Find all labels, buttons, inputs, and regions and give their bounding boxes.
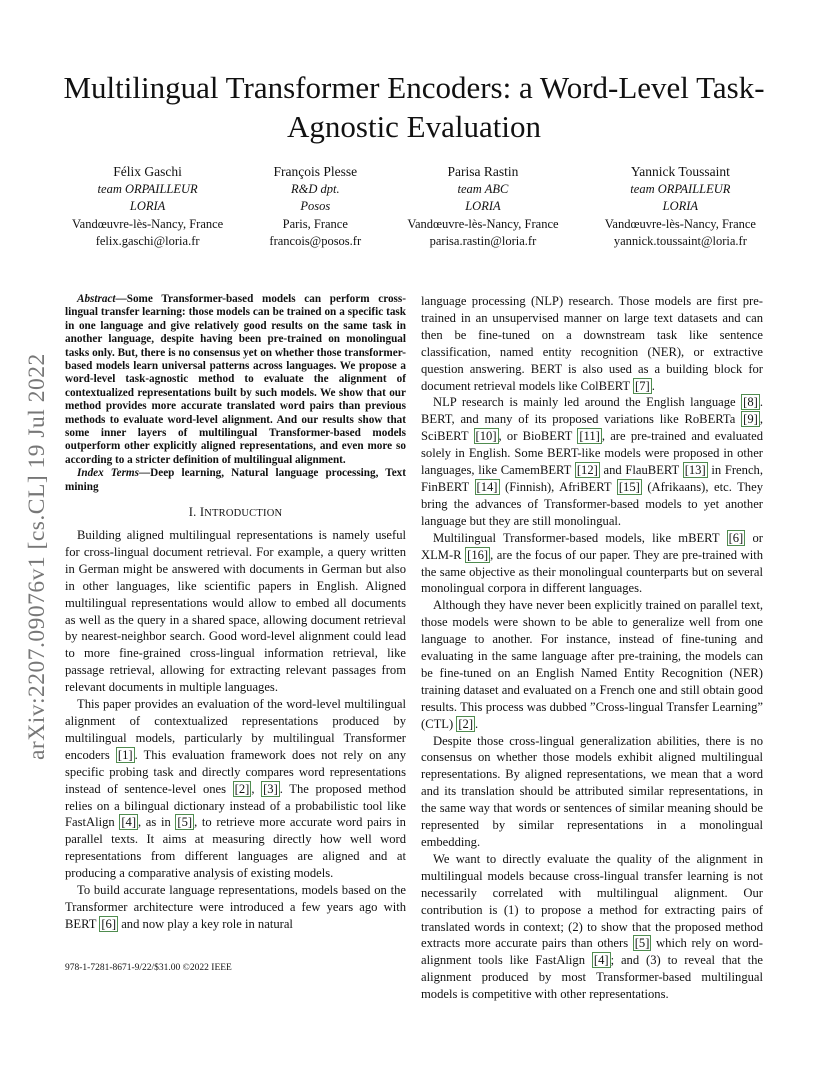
paragraph bbox=[421, 597, 763, 732]
author-org: Posos bbox=[300, 199, 331, 213]
citation-link[interactable]: [3] bbox=[263, 781, 278, 796]
abstract bbox=[65, 293, 406, 467]
text-span: . This evaluation framework does not rely on any specific probing task and directly compares word representations instead of sentence-level ones bbox=[65, 747, 407, 796]
text-span: . bbox=[651, 378, 655, 393]
text-span: , as in bbox=[138, 815, 176, 830]
citation-link[interactable]: [6] bbox=[728, 530, 744, 545]
section-number: I. I bbox=[188, 505, 205, 520]
text-span: , or BioBERT bbox=[498, 429, 578, 444]
citation-link[interactable]: [5] bbox=[177, 815, 193, 830]
text-span: or XLM-R bbox=[421, 530, 763, 562]
text-span: and now play a key role in natural bbox=[118, 916, 293, 931]
text-span: and FlauBERT bbox=[599, 463, 683, 478]
paragraph bbox=[65, 882, 406, 933]
text-span: ; and (3) to reveal that the alignment produced by most Transformer-based multilingual models is competitive with other representations. bbox=[421, 953, 763, 1002]
index-terms-text: —Deep learning, Natural language processing, Text mining bbox=[65, 467, 406, 493]
text-span: . bbox=[475, 716, 479, 731]
citation-link[interactable]: [2] bbox=[234, 781, 250, 796]
author-email: francois@posos.fr bbox=[269, 234, 362, 248]
left-column bbox=[65, 293, 406, 933]
author-city: Vandœuvre-lès-Nancy, France bbox=[604, 216, 756, 231]
author-name: François Plesse bbox=[273, 164, 358, 179]
citation-link[interactable]: [5] bbox=[634, 936, 650, 951]
text-span: which rely on word-alignment tools like FastAlign bbox=[421, 936, 763, 968]
text-span: , SciBERT bbox=[421, 412, 763, 444]
author-name: Parisa Rastin bbox=[447, 164, 519, 179]
author-team: team ORPAILLEUR bbox=[97, 181, 198, 196]
citation-link[interactable]: [6] bbox=[101, 916, 117, 931]
paragraph bbox=[421, 293, 763, 394]
text-span: (Finnish), AfriBERT bbox=[499, 479, 617, 494]
author-city: Vandœuvre-lès-Nancy, France bbox=[72, 216, 224, 231]
text-span: . BERT, and many of its proposed variations like RoBERTa bbox=[421, 395, 763, 427]
citation-link[interactable]: [1] bbox=[117, 747, 133, 762]
citation-link[interactable]: [14] bbox=[476, 479, 498, 494]
citation-link[interactable]: [2] bbox=[458, 716, 474, 731]
author-name: Félix Gaschi bbox=[113, 164, 182, 179]
citation-link[interactable]: [8] bbox=[743, 395, 758, 410]
text-span: language processing (NLP) research. Those models are first pre-trained in an unsupervised manner on large text datasets and can then be fine-tuned on a downstream task like sentence classification, named entity recognition (NER), or extractive question answering. BERT is also used as a building block for document retrieval models like ColBERT bbox=[421, 294, 763, 393]
author-team: team ABC bbox=[457, 181, 509, 196]
paragraph bbox=[421, 851, 763, 1003]
citation-link[interactable]: [4] bbox=[593, 953, 609, 968]
citation-link[interactable]: [15] bbox=[618, 479, 640, 494]
text-span: (Afrikaans), etc. They bring the advances of Transformer-based models to yet another language but they are still monolingual. bbox=[421, 479, 763, 528]
text-span: This paper provides an evaluation of the word-level multilingual alignment of contextualized representations produced by multilingual models, particularly by multilingual Transformer encoders bbox=[65, 697, 406, 762]
paragraph bbox=[421, 394, 763, 529]
citation-link[interactable]: [11] bbox=[579, 429, 600, 444]
author-team: team ORPAILLEUR bbox=[630, 181, 731, 196]
author-team: R&D dpt. bbox=[290, 181, 340, 196]
text-span: We want to directly evaluate the quality of the alignment in multilingual models because cross-lingual transfer learning is not necessarily correlated with multilingual alignment. Our contribution is (1) to propose a method for extracting pairs of translated words in context; (2) to show that the proposed method extracts more accurate pairs than others bbox=[421, 851, 763, 951]
citation-link[interactable]: [4] bbox=[121, 815, 137, 830]
text-span: , are pre-trained and evaluated solely in English. Some BERT-like models were proposed in other languages, like CamemBERT bbox=[421, 429, 763, 478]
paragraph bbox=[421, 530, 763, 598]
author-block bbox=[407, 163, 558, 251]
citation-link[interactable]: [7] bbox=[635, 378, 650, 393]
abstract-label: Abstract bbox=[77, 293, 116, 305]
paper-title: Multilingual Transformer Encoders: a Word-Level Task-Agnostic Evaluation bbox=[63, 70, 765, 144]
author-list bbox=[72, 163, 756, 251]
citation-link[interactable]: [13] bbox=[684, 463, 706, 478]
text-span: Although they have never been explicitly trained on parallel text, those models were shown to be able to generalize well from one language to another. For instance, instead of fine-tuning and evaluating in the same language after pre-training, the models can be fine-tuned on an English Named Entity Recognition (NER) training dataset and evaluated on a French one and still obtain good results. This process was dubbed ”Cross-lingual Transfer Learning” (CTL) bbox=[421, 598, 763, 731]
author-org: LORIA bbox=[662, 199, 699, 213]
text-span: , are the focus of our paper. They are pre-trained with the same objective as their monolingual counterparts but on several monolingual corpora in different languages. bbox=[421, 547, 763, 596]
citation-link[interactable]: [16] bbox=[467, 547, 489, 562]
index-terms bbox=[65, 467, 406, 494]
section-title: NTRODUCTION bbox=[204, 508, 283, 520]
paragraph: Despite those cross-lingual generalization abilities, there is no consensus on whether those models exhibit aligned multilingual representations. By aligned representations, we mean that a word and its translation should be attributed similar representations, in the same way that words or sentences of similar meaning should be represented by similar representations in a monolingual embedding. bbox=[421, 733, 763, 849]
citation-link[interactable]: [10] bbox=[475, 429, 497, 444]
right-column bbox=[421, 293, 763, 1003]
text-span: NLP research is mainly led around the English language bbox=[433, 395, 742, 410]
text-span: To build accurate language representations, models based on the Transformer architecture were introduced a few years ago with BERT bbox=[65, 883, 406, 931]
text-span: in French, FinBERT bbox=[421, 463, 763, 494]
text-span: , to retrieve more accurate word pairs in parallel texts. It aims at measuring directly how well word representations from different languages are aligned and at producing a comparative analysis of existing models. bbox=[65, 815, 406, 881]
author-org: LORIA bbox=[465, 199, 501, 213]
author-email: yannick.toussaint@loria.fr bbox=[613, 234, 747, 248]
text-span: . The proposed method relies on a bilingual dictionary instead of a probabilistic tool like FastAlign bbox=[65, 781, 407, 830]
author-block bbox=[269, 163, 361, 251]
citation-link[interactable]: [12] bbox=[576, 463, 598, 478]
author-email: parisa.rastin@loria.fr bbox=[429, 234, 537, 248]
author-city: Paris, France bbox=[282, 216, 348, 231]
paragraph: Building aligned multilingual representations is namely useful for cross-lingual document retrieval. For example, a query written in German might be answered with documents in German but also in other languages, like scientific papers in English. Aligned multilingual representations would allow to embed all documents as well as the query in a shared space, allowing document retrieval by nearest-neighbor search. Good word-level alignment could lead to more fine-grained cross-lingual information retrieval, like passage retrieval, allowing for extracting relevant passages from relevant documents in multiple languages. bbox=[65, 528, 406, 695]
arxiv-identifier: arXiv:2207.09076v1 [cs.CL] 19 Jul 2022 bbox=[24, 353, 50, 760]
copyright-footer: 978-1-7281-8671-9/22/$31.00 ©2022 IEEE bbox=[65, 963, 232, 973]
citation-link[interactable]: [9] bbox=[743, 412, 758, 427]
abstract-text: —Some Transformer-based models can perform cross-lingual transfer learning: those models can be trained on a specific task in one language and give relatively good results on the same task in another language, despite having been pre-trained on monolingual tasks only. But, there is no consensus yet on whether those transformer-based models learn universal patterns across languages. We propose a word-level task-agnostic method to evaluate the alignment of contextualized representations built by such models. We show that our method provides more accurate translated word pairs than previous methods to evaluate word-level alignment. And our results show that some inner layers of multilingual Transformer-based models outperform other explicitly aligned representations, and even more so according to a stricter definition of multilingual alignment. bbox=[65, 293, 406, 466]
author-city: Vandœuvre-lès-Nancy, France bbox=[407, 216, 559, 231]
text-span: , bbox=[251, 781, 262, 796]
text-span: Multilingual Transformer-based models, like mBERT bbox=[433, 530, 727, 545]
paragraph bbox=[65, 696, 406, 882]
author-email: felix.gaschi@loria.fr bbox=[95, 234, 200, 248]
author-org: LORIA bbox=[129, 199, 166, 213]
author-block bbox=[72, 163, 223, 251]
author-name: Yannick Toussaint bbox=[630, 164, 730, 179]
section-heading bbox=[65, 504, 406, 523]
author-block bbox=[605, 163, 756, 251]
index-terms-label: Index Terms bbox=[77, 467, 139, 480]
